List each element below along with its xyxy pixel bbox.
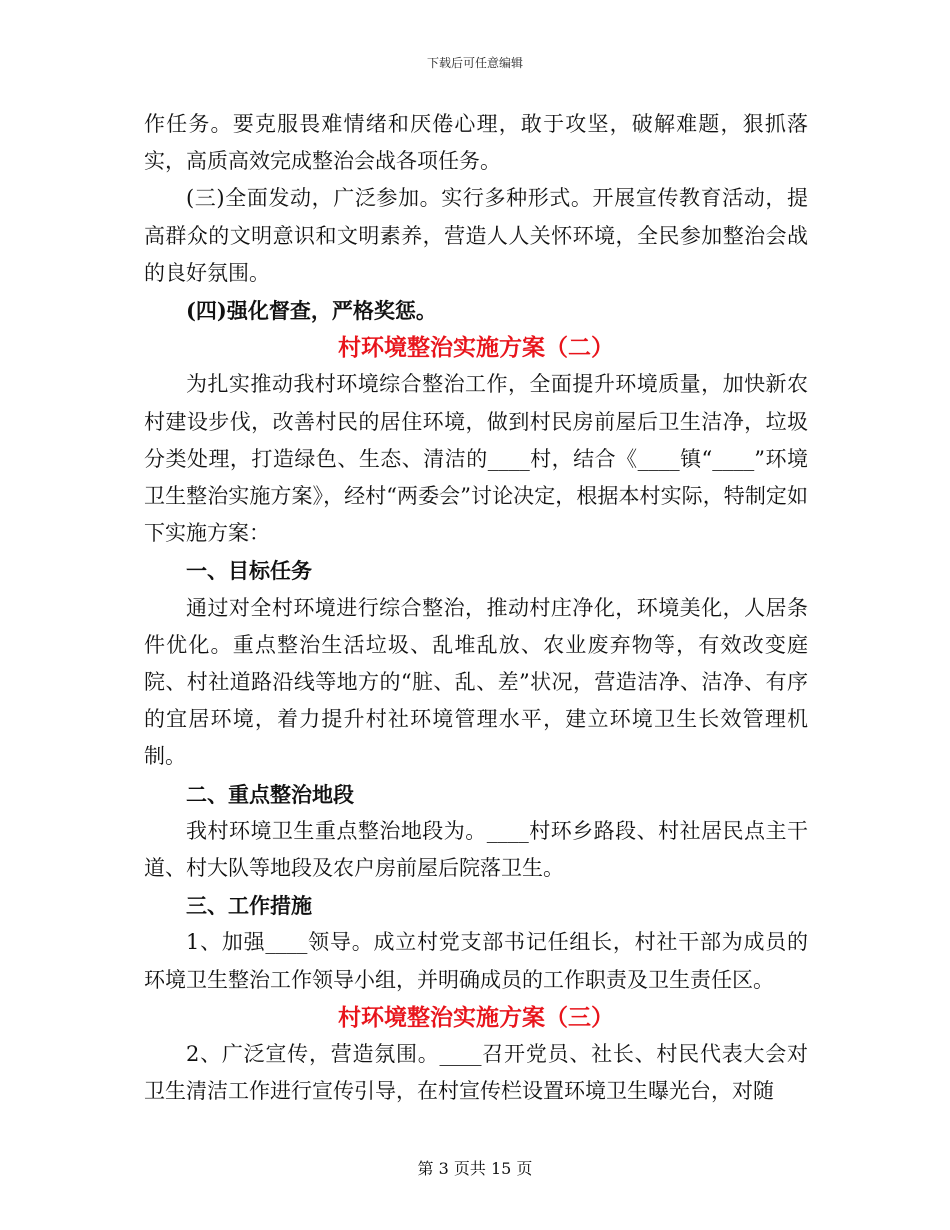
paragraph-item-4: (四)强化督查，严格奖惩。	[186, 298, 437, 324]
paragraph-goals: 通过对全村环境进行综合整治，推动村庄净化，环境美化，人居条件优化。重点整治生活垃圾、乱堆乱放、农业废弃物等，有效改变庭院、村社道路沿线等地方的“脏、乱、差”状况，营造洁净、洁净、有序的宜居环境，着力提升村社环境管理水平，建立环境卫生长效管理机制。	[144, 595, 808, 769]
paragraph-continued: 作任务。要克服畏难情绪和厌倦心理，敢于攻坚，破解难题，狠抓落实，高质高效完成整治会战各项任务。	[144, 112, 808, 174]
paragraph-key-areas: 我村环境卫生重点整治地段为。____村环乡路段、村社居民点主干道、村大队等地段及农户房前屋后院落卫生。	[144, 818, 808, 881]
paragraph-intro: 为扎实推动我村环境综合整治工作，全面提升环境质量，加快新农村建设步伐，改善村民的居住环境，做到村民房前屋后卫生洁净，垃圾分类处理，打造绿色、生态、清洁的____村，结合《____镇“____”环境卫生整治实施方案》，经村“两委会”讨论决定，根据本村实际，特制定如下实施方案：	[144, 372, 808, 546]
document-body	[144, 106, 808, 1110]
page-header: 下载后可任意编辑	[426, 56, 523, 70]
paragraph-item-3: (三)全面发动，广泛参加。实行多种形式。开展宣传教育活动，提高群众的文明意识和文明素养，营造人人关怀环境，全民参加整治会战的良好氛围。	[144, 186, 808, 285]
paragraph-measure-2: 2、广泛宣传，营造氛围。____召开党员、社长、村民代表大会对卫生清洁工作进行宣传引导，在村宣传栏设置环境卫生曝光台，对随	[144, 1042, 808, 1104]
page-footer: 第 3 页共 15 页	[417, 1159, 533, 1178]
heading-key-areas: 二、重点整治地段	[186, 781, 354, 807]
paragraph-measure-1: 1、加强____领导。成立村党支部书记任组长，村社干部为成员的环境卫生整治工作领导小组，并明确成员的工作职责及卫生责任区。	[144, 930, 808, 992]
heading-goals: 一、目标任务	[186, 558, 312, 584]
heading-measures: 三、工作措施	[186, 893, 312, 919]
section-title-plan-3: 村环境整治实施方案（三）	[338, 1003, 614, 1031]
section-title-plan-2: 村环境整治实施方案（二）	[338, 334, 614, 362]
